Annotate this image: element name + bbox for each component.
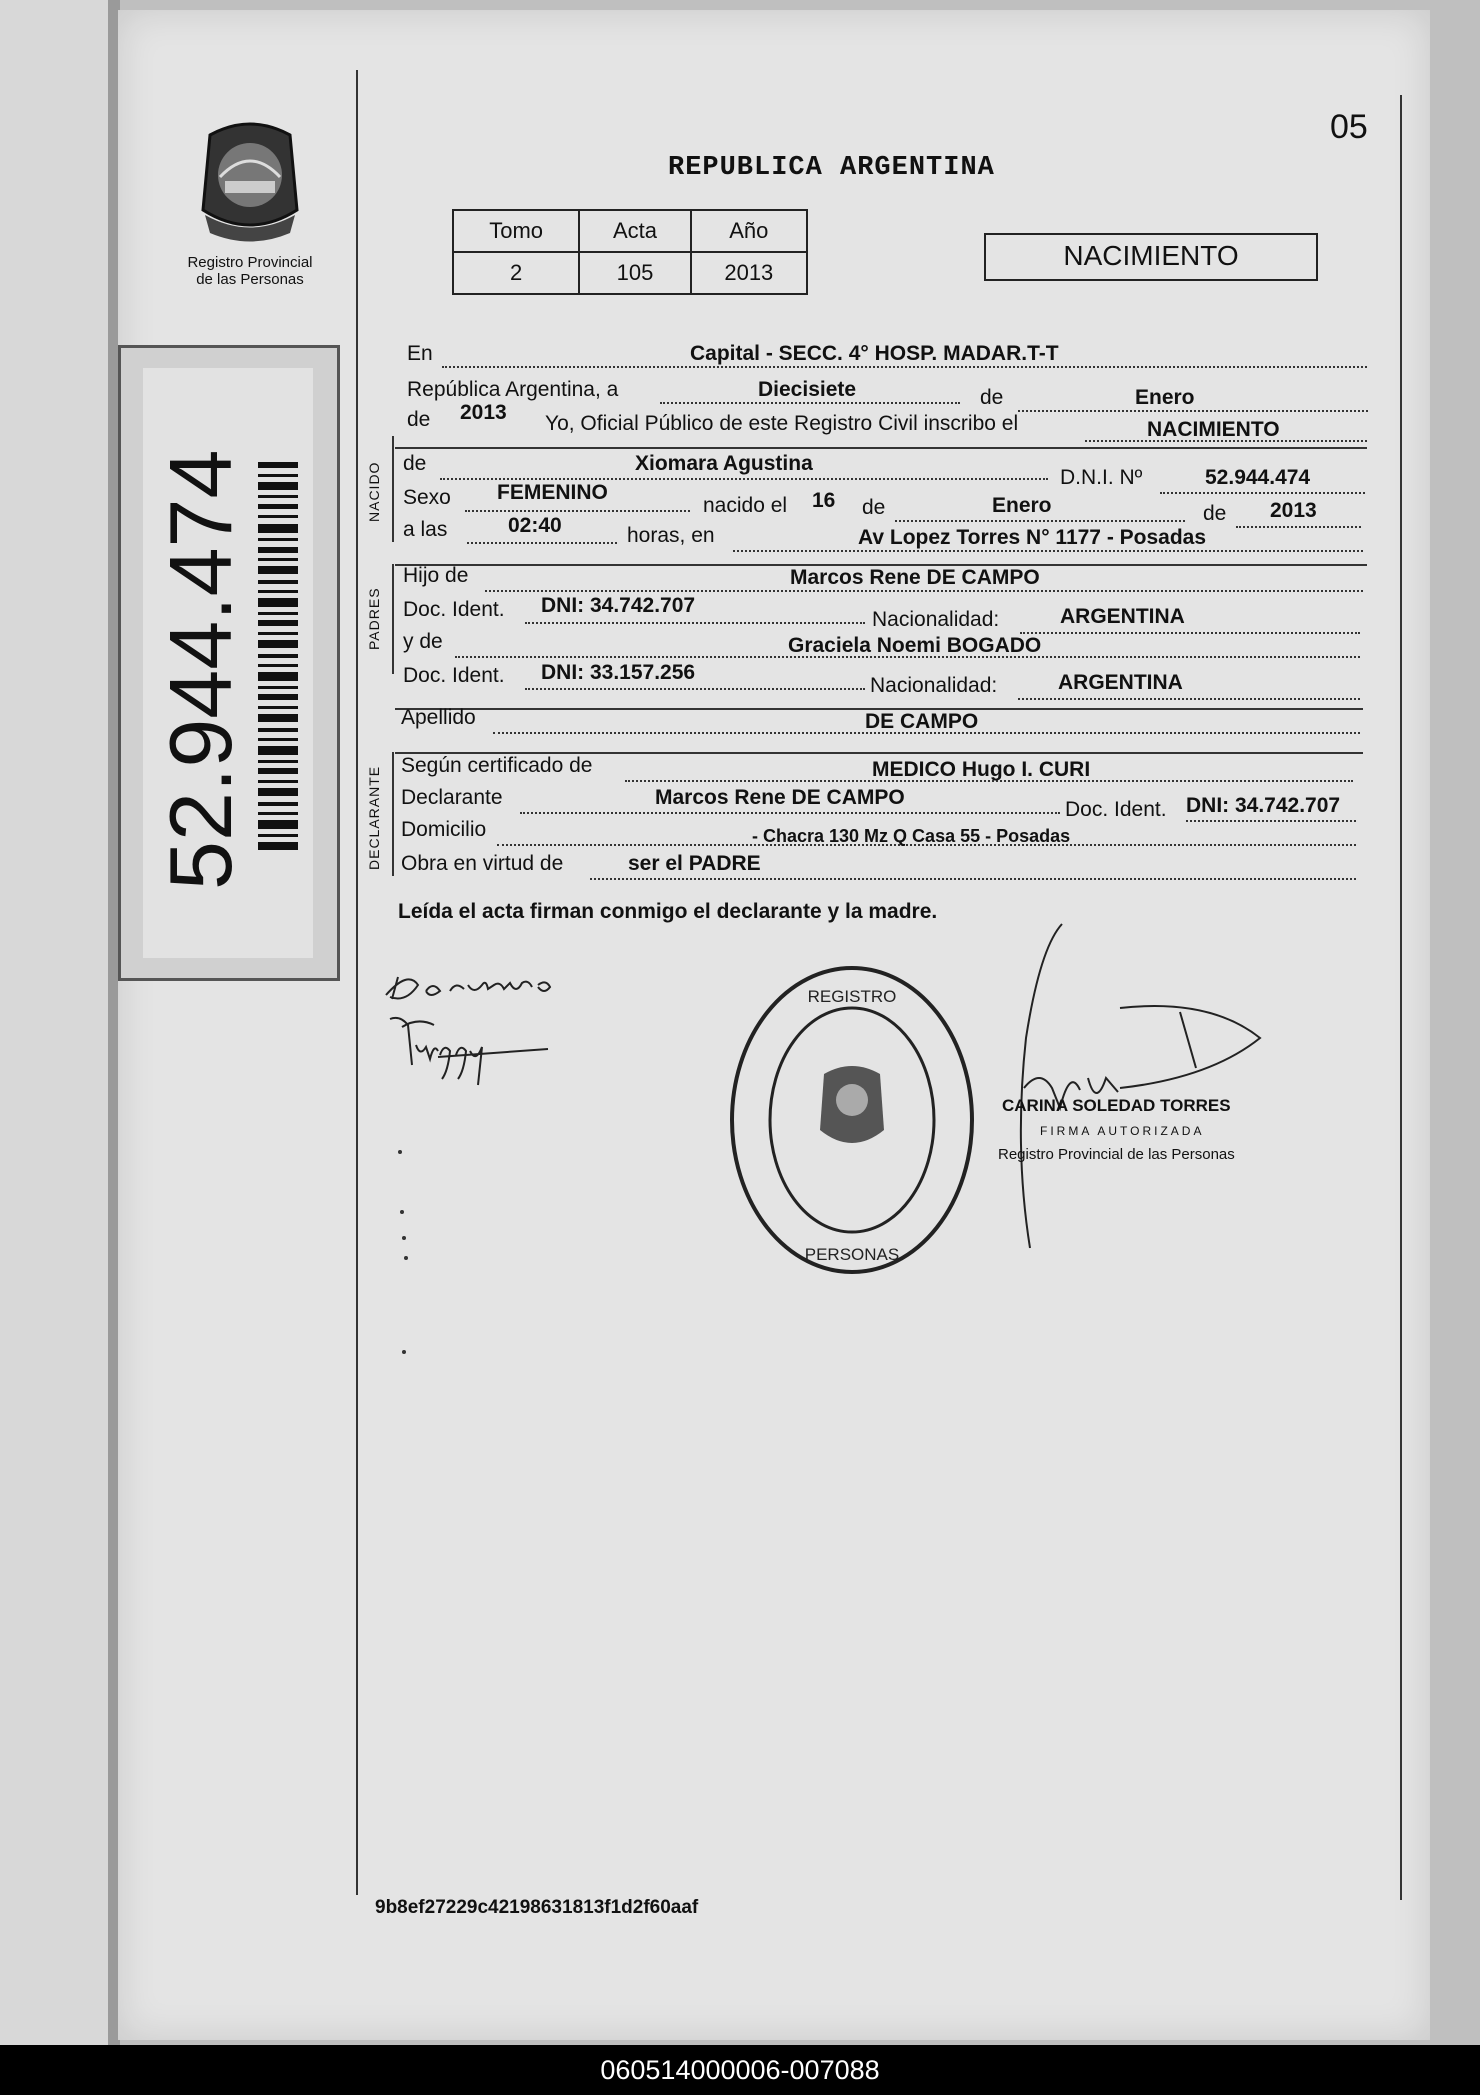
label-nacido-de2: de — [1203, 502, 1227, 525]
value-anio: 2013 — [460, 401, 507, 424]
country-title: REPUBLICA ARGENTINA — [668, 153, 995, 183]
mark-dot — [398, 1150, 402, 1154]
value-lugar: Av Lopez Torres N° 1177 - Posadas — [858, 526, 1207, 549]
logo-line1: Registro Provincial — [187, 254, 313, 271]
section-label-declarante: DECLARANTE — [366, 765, 382, 870]
dots-madre-nac — [1018, 698, 1360, 700]
padres-bracket — [392, 564, 394, 674]
label-padre-doc: Doc. Ident. — [403, 598, 505, 621]
dots-padre-doc — [525, 622, 865, 624]
dots-dni — [1160, 492, 1365, 494]
value-padre: Marcos Rene DE CAMPO — [790, 566, 1040, 589]
oficial-text: Yo, Oficial Público de este Registro Civil inscribo el — [545, 412, 1019, 435]
label-sexo: Sexo — [403, 486, 451, 509]
footer-code: 060514000006-007088 — [0, 2045, 1480, 2095]
dots-hora — [467, 542, 617, 544]
label-en: En — [407, 342, 433, 365]
declarante-bracket — [392, 752, 394, 876]
label-madre-doc: Doc. Ident. — [403, 664, 505, 687]
dots-nacido-anio — [1236, 526, 1361, 528]
previous-page-edge — [0, 0, 118, 2045]
value-apellido: DE CAMPO — [865, 710, 979, 733]
dots-lugar — [733, 550, 1363, 552]
value-en: Capital - SECC. 4° HOSP. MADAR.T-T — [690, 342, 1059, 365]
official-signature — [1000, 918, 1290, 1258]
label-horas-en: horas, en — [627, 524, 715, 547]
dots-nacido-mes — [895, 520, 1185, 522]
dots-sexo — [465, 510, 690, 512]
value-madre-doc: DNI: 33.157.256 — [541, 661, 696, 684]
label-nombre-de: de — [403, 452, 427, 475]
dots-dia — [660, 402, 960, 404]
value-padre-nac: ARGENTINA — [1060, 605, 1185, 628]
label-a-las: a las — [403, 518, 448, 541]
right-margin-rule — [1400, 95, 1402, 1900]
value-madre-nac: ARGENTINA — [1058, 671, 1183, 694]
dots-padre-nac — [1020, 632, 1360, 634]
svg-text:REGISTRO: REGISTRO — [807, 987, 897, 1006]
label-y-de: y de — [403, 630, 443, 653]
header-acta: Acta — [579, 210, 690, 252]
registro-logo — [185, 115, 315, 288]
value-anio: 2013 — [691, 252, 807, 294]
value-obra: ser el PADRE — [628, 852, 761, 875]
label-dni: D.N.I. Nº — [1060, 466, 1143, 489]
value-acta: 105 — [579, 252, 690, 294]
header-anio: Año — [691, 210, 807, 252]
value-inscribo: NACIMIENTO — [1147, 418, 1280, 441]
official-stamp-icon — [726, 962, 978, 1278]
value-padre-doc: DNI: 34.742.707 — [541, 594, 696, 617]
value-certificado: MEDICO Hugo I. CURI — [872, 758, 1091, 781]
dots-declarante-doc — [1186, 820, 1356, 822]
label-madre-nac: Nacionalidad: — [870, 674, 998, 697]
document-hash: 9b8ef27229c42198631813f1d2f60aaf — [375, 1897, 699, 1918]
mark-dot — [402, 1236, 406, 1240]
barcode-icon — [258, 462, 298, 852]
mark-dot — [400, 1210, 404, 1214]
label-hijo-de: Hijo de — [403, 564, 469, 587]
province-seal-icon — [185, 115, 315, 255]
label-domicilio: Domicilio — [401, 818, 487, 841]
label-de-mes: de — [980, 386, 1004, 409]
closing-text: Leída el acta firman conmigo el declarante y la madre. — [398, 900, 938, 923]
header-tomo: Tomo — [453, 210, 579, 252]
label-padre-nac: Nacionalidad: — [872, 608, 1000, 631]
label-de-anio: de — [407, 408, 431, 431]
label-obra: Obra en virtud de — [401, 852, 564, 875]
svg-text:PERSONAS: PERSONAS — [804, 1245, 900, 1264]
record-type-box: NACIMIENTO — [984, 233, 1318, 281]
mark-dot — [402, 1350, 406, 1354]
section-label-nacido: NACIDO — [366, 461, 382, 522]
label-certificado: Según certificado de — [401, 754, 593, 777]
mark-dot — [404, 1256, 408, 1260]
side-id-number: 52.944.474 — [151, 449, 250, 890]
section-label-padres: PADRES — [366, 587, 382, 650]
value-mes: Enero — [1135, 386, 1195, 409]
value-nacido-anio: 2013 — [1270, 499, 1317, 522]
dots-nombre — [440, 478, 1048, 480]
signature-declarante-madre — [378, 955, 598, 1105]
value-dia: Diecisiete — [758, 378, 857, 401]
logo-line2: de las Personas — [196, 271, 304, 288]
label-nacido-de: de — [862, 496, 886, 519]
dots-mes — [1018, 410, 1368, 412]
label-declarante: Declarante — [401, 786, 503, 809]
separator-1 — [395, 447, 1367, 449]
value-nombre: Xiomara Agustina — [635, 452, 813, 475]
value-nacido-dia: 16 — [812, 489, 836, 512]
official-name: CARINA SOLEDAD TORRES — [1002, 1096, 1231, 1115]
dots-en — [442, 366, 1367, 368]
value-declarante-doc: DNI: 34.742.707 — [1186, 794, 1341, 817]
value-dni: 52.944.474 — [1205, 466, 1311, 489]
value-declarante: Marcos Rene DE CAMPO — [655, 786, 905, 809]
official-role: FIRMA AUTORIZADA — [1040, 1124, 1205, 1138]
dots-padre — [485, 590, 1363, 592]
registry-table — [452, 209, 808, 295]
label-nacido-el: nacido el — [703, 494, 788, 517]
value-tomo: 2 — [453, 252, 579, 294]
value-sexo: FEMENINO — [497, 481, 608, 504]
label-republica: República Argentina, a — [407, 378, 619, 401]
dots-obra — [590, 878, 1356, 880]
value-domicilio: - Chacra 130 Mz Q Casa 55 - Posadas — [752, 826, 1071, 846]
value-madre: Graciela Noemi BOGADO — [788, 634, 1042, 657]
dots-madre-doc — [525, 688, 865, 690]
nacido-bracket — [392, 436, 394, 542]
label-declarante-doc: Doc. Ident. — [1065, 798, 1167, 821]
page-number: 05 — [1330, 108, 1368, 146]
value-hora: 02:40 — [508, 514, 562, 537]
left-margin-rule — [356, 70, 358, 1895]
label-apellido: Apellido — [401, 706, 476, 729]
dots-declarante — [520, 812, 1060, 814]
official-office: Registro Provincial de las Personas — [998, 1146, 1235, 1163]
value-nacido-mes: Enero — [992, 494, 1052, 517]
